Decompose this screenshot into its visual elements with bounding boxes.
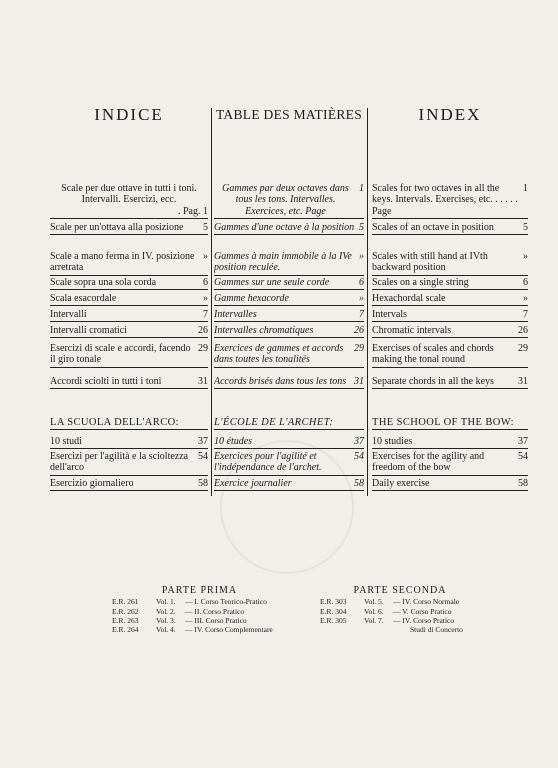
entry-page: 31 [518, 376, 528, 387]
column-english [372, 0, 528, 768]
list-item [372, 451, 528, 476]
table-row: E.R. 304 Vol. 6. — V. Corso Pratico [320, 606, 452, 616]
list-item [50, 222, 208, 235]
entry-text: 10 studies [372, 436, 413, 447]
parte-prima [112, 586, 287, 634]
entry-page: 58 [354, 478, 364, 489]
table-row: E.R. 262 Vol. 2. — II. Corso Pratico [112, 606, 245, 616]
column-divider-left [211, 108, 212, 496]
column-italian [50, 0, 208, 768]
entry-page: 6 [523, 277, 528, 288]
entry-page: 58 [518, 478, 528, 489]
table-row: E.R. 264 Vol. 4. — IV. Corso Complementare [112, 625, 273, 635]
list-item [50, 451, 208, 476]
entry-page: 54 [354, 451, 364, 462]
entry-page: 5 [359, 222, 364, 233]
entry-text: Gamme hexacorde [214, 293, 289, 304]
entry-page: 31 [354, 376, 364, 387]
entry-text: Scales for two octaves in all the keys. Intervals. Exercises, etc. . . . . . Page [372, 183, 518, 217]
entry-page: » [203, 293, 208, 304]
section-heading: THE SCHOOL OF THE BOW: [372, 417, 528, 430]
section-heading: LA SCUOLA DELL'ARCO: [50, 417, 208, 430]
list-item [372, 183, 528, 219]
entry-page: 54 [198, 451, 208, 462]
entry-page: 1 [359, 183, 364, 194]
entry-page: » [203, 251, 208, 262]
entry-text: Accords brisés dans tous les tons [214, 376, 347, 387]
parte-seconda-heading: PARTE SECONDA [353, 585, 447, 596]
list-item [214, 183, 364, 219]
list-item [214, 478, 364, 491]
entry-text: Scales on a single string [372, 277, 469, 288]
entry-text: Exercises of scales and chords making the tonal round [372, 343, 494, 366]
list-item [50, 309, 208, 322]
list-item [372, 309, 528, 322]
entry-text: Separate chords in all the keys [372, 376, 494, 387]
list-item [372, 325, 528, 338]
entry-text: Intervalli [50, 309, 87, 320]
entry-page: 37 [354, 436, 364, 447]
list-item [50, 293, 208, 306]
entry-page: 37 [518, 436, 528, 447]
list-item [372, 478, 528, 491]
list-item [50, 325, 208, 338]
entry-page: 26 [354, 325, 364, 336]
entry-page: 26 [518, 325, 528, 336]
table-row: E.R. 263 Vol. 3. — III. Corso Pratico [112, 615, 247, 625]
list-item [372, 222, 528, 235]
entry-text: Scales of an octave in position [372, 222, 494, 233]
entry-text: Scale sopra una sola corda [50, 277, 157, 288]
entry-page: 29 [518, 343, 528, 354]
entry-text: 10 études [214, 436, 253, 447]
entry-page: 31 [198, 376, 208, 387]
list-item [372, 376, 528, 389]
list-item [372, 277, 528, 290]
list-item [50, 376, 208, 389]
list-item [214, 309, 364, 322]
parte-prima-heading: PARTE PRIMA [161, 585, 238, 596]
entry-text: Hexachordal scale [372, 293, 446, 304]
entry-page: 29 [354, 343, 364, 354]
list-item [214, 251, 364, 276]
entry-text: Esercizi per l'agilità e la scioltezza dell'arco [50, 451, 189, 474]
parte-seconda-note: Studi di Concerto [410, 625, 463, 635]
entry-text: Gammes d'une octave à la position [214, 222, 355, 233]
entry-page: 29 [198, 343, 208, 354]
section-heading: L'ÉCOLE DE L'ARCHET: [214, 417, 364, 430]
list-item [214, 325, 364, 338]
entry-page: . Pag. 1 [178, 205, 208, 217]
entry-page: 6 [203, 277, 208, 288]
entry-text: Intervalles [214, 309, 257, 320]
entry-text: Intervalli cromatici [50, 325, 127, 336]
list-item [50, 251, 208, 276]
entry-text: Intervalles chromatiques [214, 325, 314, 336]
list-item [372, 293, 528, 306]
heading-indice: INDICE [94, 105, 164, 124]
entry-text: Intervals [372, 309, 407, 320]
list-item [214, 293, 364, 306]
column-divider-right [367, 108, 368, 496]
entry-page: 26 [198, 325, 208, 336]
list-item [372, 436, 528, 449]
entry-text: Scala esacordale [50, 293, 117, 304]
table-row: E.R. 261 Vol. 1. — I. Corso Teorico-Pratico [112, 597, 267, 607]
entry-text: Gammes par deux octaves dans tous les tons. Intervalles. Exercices, etc. Page [222, 183, 349, 217]
entry-page: 54 [518, 451, 528, 462]
list-item [50, 436, 208, 449]
entry-text: Accordi sciolti in tutti i toni [50, 376, 162, 387]
heading-table-des-matieres: TABLE DES MATIÈRES [215, 107, 363, 122]
table-row: E.R. 305 Vol. 7. — IV. Corso Pratico [320, 615, 455, 625]
entry-text: Esercizio giornaliero [50, 478, 134, 489]
entry-text: Scale per un'ottava alla posizione [50, 222, 184, 233]
column-french [214, 0, 364, 768]
entry-text: Chromatic intervals [372, 325, 452, 336]
entry-text: 10 studi [50, 436, 82, 447]
list-item [372, 251, 528, 276]
entry-text: Exercice journalier [214, 478, 292, 489]
list-item [50, 478, 208, 491]
list-item [50, 277, 208, 290]
entry-page: 7 [359, 309, 364, 320]
entry-page: » [359, 293, 364, 304]
list-item [214, 222, 364, 235]
entry-page: 37 [198, 436, 208, 447]
list-item [50, 183, 208, 219]
entry-text: Scales with still hand at IVth backward position [372, 251, 488, 274]
entry-page: 1 [523, 183, 528, 194]
entry-page: 7 [203, 309, 208, 320]
entry-text: Scale per due ottave in tutti i toni. Intervalli. Esercizi, ecc. [61, 183, 197, 206]
list-item [214, 451, 364, 476]
entry-text: Esercizi di scale e accordi, facendo il giro tonale [50, 343, 191, 366]
entry-page: 5 [523, 222, 528, 233]
entry-text: Exercices pour l'agilité et l'indépendance de l'archet. [214, 451, 322, 474]
list-item [214, 343, 364, 368]
list-item [50, 343, 208, 368]
entry-page: » [359, 251, 364, 262]
table-row: E.R. 303 Vol. 5. — IV. Corso Normale [320, 597, 460, 607]
entry-page: 58 [198, 478, 208, 489]
entry-text: Scale a mano ferma in IV. posizione arretrata [50, 251, 195, 274]
entry-page: 6 [359, 277, 364, 288]
list-item [372, 343, 528, 368]
list-item [214, 376, 364, 389]
entry-page: » [523, 293, 528, 304]
entry-text: Exercices de gammes et accords dans toutes les tonalités [214, 343, 344, 366]
entry-text: Exercises for the agility and freedom of the bow [372, 451, 485, 474]
entry-page: » [523, 251, 528, 262]
entry-text: Gammes sur une seule corde [214, 277, 330, 288]
list-item [214, 436, 364, 449]
entry-text: Gammes à main immobile à la IVe position reculée. [214, 251, 352, 274]
entry-page: 7 [523, 309, 528, 320]
heading-index: INDEX [418, 105, 482, 124]
entry-text: Daily exercise [372, 478, 430, 489]
parte-seconda [320, 586, 480, 634]
list-item [214, 277, 364, 290]
entry-page: 5 [203, 222, 208, 233]
